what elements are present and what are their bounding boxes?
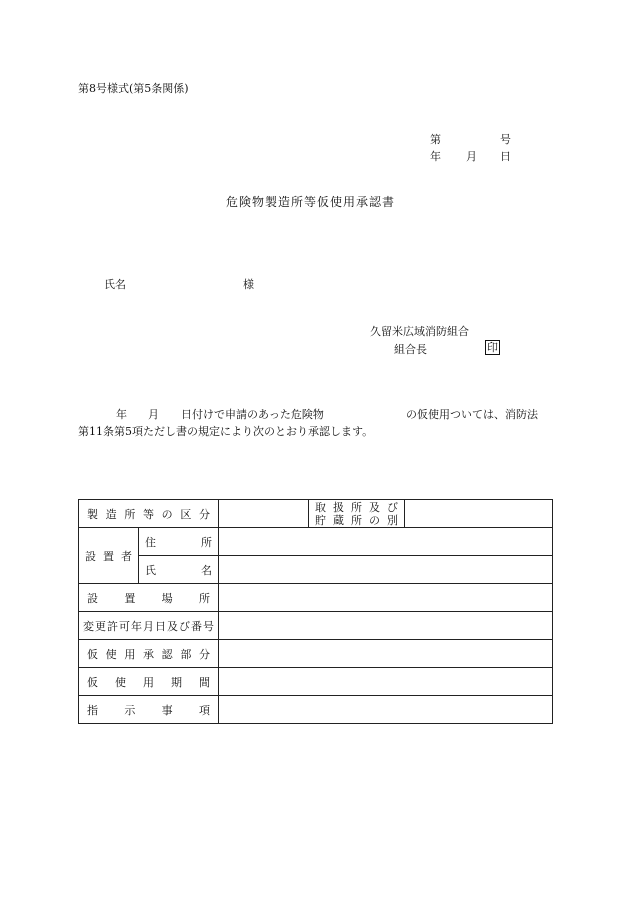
approval-part-label: 仮使用承認部分: [79, 640, 219, 668]
addressee-label: 氏名: [104, 278, 126, 291]
table-row-installer-name: [79, 556, 553, 584]
issuer-organization: 久留米広域消防組合: [370, 325, 469, 338]
approval-table: [78, 499, 553, 724]
location-label: 設置場所: [79, 584, 219, 612]
body-line2: 第11条第5項ただし書の規定により次のとおり承認します。: [78, 425, 374, 438]
table-row-permit: [79, 612, 553, 640]
table-row-approval-part: [79, 640, 553, 668]
table-row-period: [79, 668, 553, 696]
date-year: 年: [430, 150, 441, 163]
table-row-facility: [79, 500, 553, 528]
seal-label: 印: [487, 341, 498, 354]
name-value[interactable]: [219, 556, 553, 584]
handling-type-line2: 貯蔵所の別: [315, 513, 398, 527]
instructions-label: 指示事項: [79, 696, 219, 724]
facility-type-value[interactable]: [219, 500, 309, 528]
page-title: 危険物製造所等仮使用承認書: [226, 195, 396, 209]
body-month: 月: [148, 408, 159, 421]
approval-part-value[interactable]: [219, 640, 553, 668]
handling-type-value[interactable]: [405, 500, 553, 528]
body-line1: 日付けで申請のあった危険物: [181, 408, 324, 421]
addressee-honorific: 様: [243, 278, 254, 291]
permit-value[interactable]: [219, 612, 553, 640]
table-row-installer-address: [79, 528, 553, 556]
period-label: 仮使用期間: [79, 668, 219, 696]
handling-type-label: [309, 500, 405, 528]
table-row-instructions: [79, 696, 553, 724]
permit-label: 変更許可年月日及び番号: [79, 612, 219, 640]
date-day: 日: [500, 150, 511, 163]
period-value[interactable]: [219, 668, 553, 696]
seal-stamp: [485, 340, 500, 355]
address-value[interactable]: [219, 528, 553, 556]
doc-number-prefix: 第: [430, 133, 441, 146]
body-line1-end: の仮使用ついては、消防法: [406, 408, 538, 421]
table-row-location: [79, 584, 553, 612]
doc-number-suffix: 号: [500, 133, 511, 146]
date-month: 月: [466, 150, 477, 163]
name-label: 氏名: [139, 556, 219, 584]
installer-label: 設置者: [79, 528, 139, 584]
handling-type-line1: 取扱所及び: [315, 500, 398, 514]
form-number: 第8号様式(第5条関係): [78, 82, 189, 95]
address-label: 住所: [139, 528, 219, 556]
issuer-position: 組合長: [394, 343, 427, 356]
facility-type-label: 製造所等の区分: [79, 500, 219, 528]
instructions-value[interactable]: [219, 696, 553, 724]
location-value[interactable]: [219, 584, 553, 612]
body-year: 年: [116, 408, 127, 421]
